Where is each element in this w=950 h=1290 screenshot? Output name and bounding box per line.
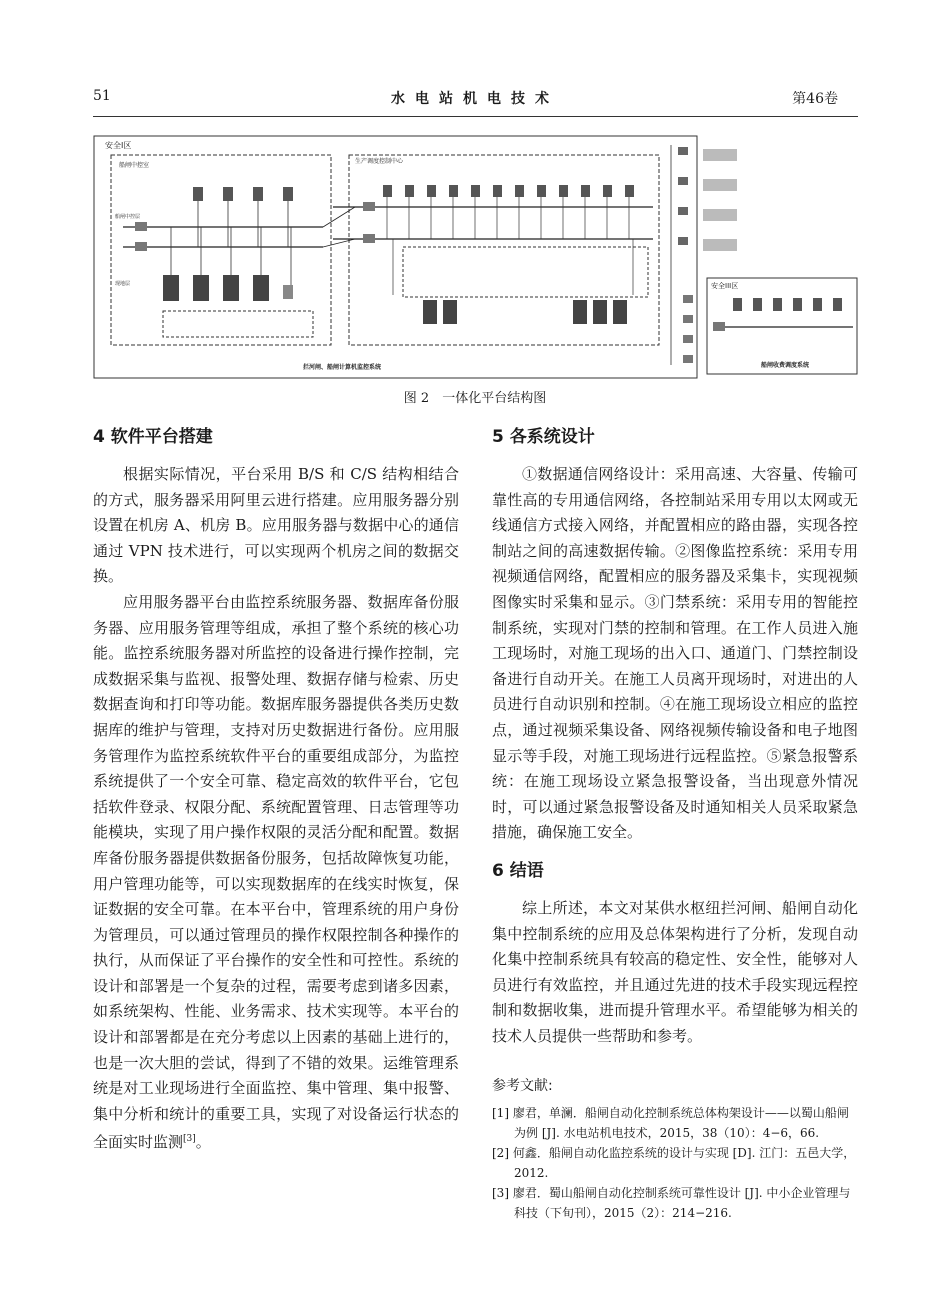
- section4-title: 4 软件平台搭建: [93, 427, 213, 447]
- center-switches: [363, 202, 375, 243]
- left-column: [93, 424, 459, 1156]
- left-center-link-b: [323, 239, 355, 247]
- section6-title: 6 结语: [492, 860, 544, 881]
- zone1-frame: [94, 136, 697, 378]
- header-rule: [93, 116, 858, 117]
- left-center-link-a: [323, 207, 355, 227]
- citation-3: [3]: [183, 1134, 196, 1145]
- center-plc-cabinets: [423, 300, 627, 324]
- center-workstations: [383, 185, 634, 197]
- zone3-frame: [707, 278, 857, 374]
- left-inner-box: [163, 311, 313, 337]
- architecture-figure: [93, 135, 858, 383]
- zone3-system-label: 船闸收费调度系统: [761, 362, 810, 369]
- figure-caption: 图 2 一体化平台结构图: [403, 391, 547, 406]
- journal-title: 水电站机电技术: [391, 91, 559, 107]
- bottom-system-label: 拦河闸、船闸计算机监控系统: [303, 364, 382, 371]
- section5-title: 5 各系统设计: [492, 427, 595, 447]
- section5-paragraph-1: ①数据通信网络设计：采用高速、大容量、传输可靠性高的专用通信网络，各控制站采用专用以太网或无线通信方式接入网络，并配置相应的路由器，实现各控制站之间的高速数据传输。②图像监控系统：采用专用视频通信网络，配置相应的服务器及采集卡，实现视频图像实时采集和显示。③门禁系统：采用专用的智能控制系统，实现对门禁的控制和管理。在工作人员进入施工现场时，对施工现场的出入口、通道门、门禁控制设备进行自动开关。在施工人员离开现场时，对进出的人员进行自动识别和控制。④在施工现场设立相应的监控点，通过视频采集设备、网络视频传输设备和电子地图显示等手段，对施工现场进行远程监控。⑤紧急报警系统：在施工现场设立紧急报警设备，当出现意外情况时，可以通过紧急报警设备及时通知相关人员采取紧急措施，确保施工安全。: [492, 465, 858, 842]
- center-subsystem-box: [349, 155, 659, 345]
- center-droplines: [387, 197, 633, 295]
- center-inner-box: [403, 247, 648, 297]
- right-servers: [678, 147, 737, 251]
- lan-layer-label: 船闸中控层: [115, 214, 141, 220]
- left-plc-cabinets: [163, 275, 293, 301]
- architecture-diagram: [93, 135, 858, 383]
- reference-list: [492, 1103, 858, 1223]
- zone3-servers: [733, 298, 842, 311]
- left-subsystem-label: 船闸中控室: [119, 162, 150, 169]
- zone1-label: 安全I区: [105, 141, 132, 150]
- center-subsystem-label: 生产调度控制中心: [355, 158, 404, 165]
- left-droplines: [171, 201, 291, 285]
- section6-paragraph-1: 综上所述，本文对某供水枢纽拦河闸、船闸自动化集中控制系统的应用及总体架构进行了分析，发现自动化集中控制系统具有较高的稳定性、安全性，能够对人员进行有效监控，并且通过先进的技术手段实现远程控制和数据收集，进而提升管理水平。希望能够为相关的技术人员提供一些帮助和参考。: [492, 898, 858, 1045]
- section4-paragraph-2: [93, 590, 459, 1156]
- volume-label: 第46卷: [792, 91, 838, 107]
- page-number: 51: [93, 88, 111, 104]
- section4-paragraph-2-text: 应用服务器平台由监控系统服务器、数据库备份服务器、应用服务管理等组成，承担了整个系统的核心功能。监控系统服务器对所监控的设备进行操作控制，完成数据采集与监视、报警处理、数据存储与检索、历史数据查询和打印等功能。数据库服务器提供各类历史数据库的维护与管理，支持对历史数据进行备份。应用服务管理作为监控系统软件平台的重要组成部分，为监控系统提供了一个安全可靠、稳定高效的软件平台，它包括软件登录、权限分配、系统配置管理、日志管理等功能模块，实现了用户操作权限的灵活分配和配置。数据库备份服务器提供数据备份服务，包括故障恢复功能，用户管理功能等，可以实现数据库的在线实时恢复，保证数据的安全可靠。在本平台中，管理系统的用户身份为管理员，可以通过管理员的操作权限控制各种操作的执行，从而保证了平台操作的安全性和可控性。系统的设计和部署是一个复杂的过程，需要考虑到诸多因素，如系统架构、性能、业务需求、技术实现等。本平台的设计和部署都是在充分考虑以上因素的基础上进行的，也是一次大胆的尝试，得到了不错的效果。运维管理系统是对工业现场进行全面监控、集中管理、集中报警、集中分析和统计的重要工具，实现了对设备运行状态的全面实时监测: [93, 592, 459, 1152]
- zone3-switch: [713, 322, 725, 331]
- section4-paragraph-2-end: 。: [195, 1133, 211, 1152]
- references-title: 参考文献:: [492, 1078, 553, 1095]
- right-lower-switches: [683, 295, 693, 363]
- reference-item-2: [2] 何鑫．船闸自动化监控系统的设计与实现 [D]. 江门：五邑大学，2012.: [492, 1146, 856, 1181]
- right-column: [492, 424, 858, 1225]
- reference-item-3: [3] 廖君．蜀山船闸自动化控制系统可靠性设计 [J]. 中小企业管理与科技（下旬刊），2015（2）：214−216.: [492, 1186, 851, 1221]
- reference-item-1: [1] 廖君，单澜．船闸自动化控制系统总体构架设计——以蜀山船闸为例 [J]. 水电站机电技术，2015，38（10）：4−6，66.: [492, 1106, 849, 1141]
- left-workstations: [193, 187, 293, 201]
- section4-paragraph-1: 根据实际情况，平台采用 B/S 和 C/S 结构相结合的方式，服务器采用阿里云进行搭建。应用服务器分别设置在机房 A、机房 B。应用服务器与数据中心的通信通过 VPN 技术进行，可以实现两个机房之间的数据交换。: [93, 465, 459, 586]
- left-switches: [135, 222, 147, 251]
- zone3-label: 安全III区: [711, 282, 739, 290]
- field-layer-label: 现地层: [115, 281, 131, 287]
